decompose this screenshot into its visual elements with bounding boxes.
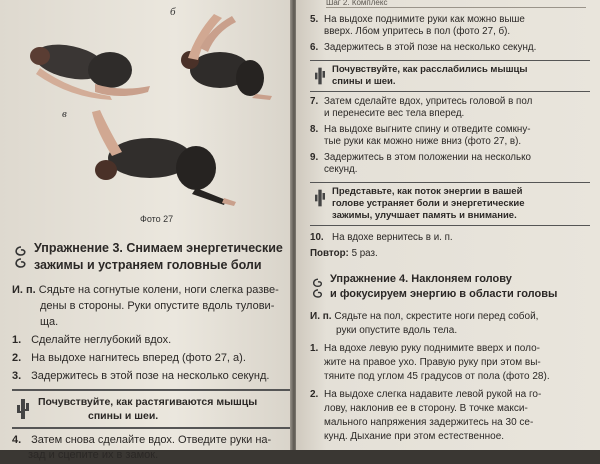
step-text: Сделайте неглубокий вдох.	[31, 334, 172, 346]
left-page	[0, 0, 292, 461]
step-5	[310, 14, 588, 38]
step-text: Затем сделайте вдох, упритесь головой в пол	[324, 96, 533, 107]
exercise-3-title-line1: Упражнение 3. Снимаем энергетические	[34, 241, 283, 255]
step-1	[12, 333, 171, 349]
step-number: 4.	[12, 434, 22, 446]
callout-relax	[310, 60, 590, 92]
step-text: На выдохе выгните спину и отведите сомкну-	[324, 124, 531, 135]
callout-line-2: спины и шеи.	[88, 410, 159, 422]
step-text-2: вверх. Лбом упритесь в пол (фото 27, б).	[324, 26, 511, 37]
ip-label: И. п.	[310, 311, 332, 322]
step-4-line-2: зад и сцепите их в замок.	[28, 449, 159, 461]
callout-text	[38, 395, 288, 423]
exercise-4-title-line2: и фокусируем энергию в области головы	[330, 288, 558, 300]
callout-text	[332, 186, 582, 222]
callout-line-1: Представьте, как поток энергии в вашей	[332, 186, 523, 197]
step-7	[310, 96, 588, 120]
step-number: 9.	[310, 152, 319, 163]
exercise-photos-illustration	[0, 0, 292, 212]
step-10	[310, 232, 588, 244]
photo-letter-c: в	[62, 108, 67, 120]
ip-label: И. п.	[12, 284, 36, 296]
photo-caption: Фото 27	[140, 214, 174, 224]
cactus-icon	[314, 188, 326, 208]
ip-text-1: Сядьте на согнутые колени, ноги слегка разве-	[38, 284, 279, 296]
callout-line-3: зажимы, улучшает память и внимание.	[332, 210, 517, 221]
callout-imagine	[310, 182, 590, 226]
callout-line-1: Почувствуйте, как растягиваются мышцы	[38, 396, 258, 408]
repeat-value: 5 раз.	[351, 248, 378, 259]
step-number: 1.	[12, 334, 22, 346]
step-text: На выдохе поднимите руки как можно выше	[324, 14, 525, 25]
ip-text-2: дены в стороны. Руки опустите вдоль тулови-	[40, 300, 275, 312]
ip-text-2: руки опустите вдоль тела.	[336, 325, 458, 336]
step-text-2: лову, наклонив ее в сторону. В точке макси-	[324, 403, 528, 414]
step-text: Задержитесь в этой позе на несколько секунд.	[324, 42, 537, 53]
step-text: Затем снова сделайте вдох. Отведите руки на-	[31, 434, 272, 446]
step-2	[12, 351, 246, 367]
step-number: 5.	[310, 14, 319, 25]
swirl-ornament-icon	[12, 244, 30, 272]
exercise-4-ip	[310, 310, 594, 338]
callout-feel	[12, 389, 292, 429]
step-9	[310, 152, 588, 176]
step-text: Задержитесь в этой позе на несколько секунд.	[31, 370, 270, 382]
callout-line-2: голове устраняет боли и энергетические	[332, 198, 525, 209]
step-text-2: и перенесите вес тела вперед.	[324, 108, 465, 119]
ip-text-1: Сядьте на пол, скрестите ноги перед собой,	[334, 311, 539, 322]
exercise-4-step-1	[310, 342, 594, 384]
right-page	[296, 0, 600, 450]
ip-line-1	[12, 283, 279, 299]
photo-letter-b: б	[170, 6, 176, 18]
step-number: 6.	[310, 42, 319, 53]
callout-text	[332, 64, 582, 88]
step-6	[310, 42, 588, 54]
repeat-label: Повтор:	[310, 248, 349, 259]
step-text-3: мального напряжения задержитесь на 30 се-	[324, 417, 534, 428]
exercise-4-step-2	[310, 388, 594, 444]
step-number: 7.	[310, 96, 319, 107]
step-number: 8.	[310, 124, 319, 135]
step-text: На вдохе вернитесь в и. п.	[332, 232, 453, 243]
swirl-ornament-icon	[310, 276, 326, 302]
step-number: 10.	[310, 232, 324, 243]
step-3	[12, 369, 269, 385]
step-text-3: тяните под углом 45 градусов от пола (фото 28).	[324, 371, 550, 382]
step-number: 2.	[310, 389, 319, 400]
step-number: 2.	[12, 352, 22, 364]
repeat-line	[310, 248, 588, 260]
step-text: На вдохе левую руку поднимите вверх и поло-	[324, 343, 540, 354]
step-text-2: жите на правое ухо. Правую руку при этом вы-	[324, 357, 541, 368]
step-text: Задержитесь в этом положении на несколько	[324, 152, 531, 163]
callout-line-2: спины и шеи.	[332, 76, 396, 87]
cactus-icon	[16, 397, 30, 421]
ip-text-3: ща.	[40, 316, 59, 328]
step-4	[12, 433, 271, 449]
exercise-3-title-line2: зажимы и устраняем головные боли	[34, 258, 262, 272]
photo-27	[0, 0, 292, 232]
step-text-2: тые руки как можно ниже вниз (фото 27, в).	[324, 136, 522, 147]
exercise-4-title-line1: Упражнение 4. Наклоняем голову	[330, 273, 512, 285]
running-head: Шаг 2. Комплекс	[326, 0, 586, 8]
step-8	[310, 124, 588, 148]
step-number: 3.	[12, 370, 22, 382]
step-text: На выдохе нагнитесь вперед (фото 27, а).	[31, 352, 246, 364]
callout-line-1: Почувствуйте, как расслабились мышцы	[332, 64, 528, 75]
step-text-4: кунд. Дыхание при этом естественное.	[324, 431, 505, 442]
cactus-icon	[314, 66, 326, 86]
step-number: 1.	[310, 343, 319, 354]
step-text: На выдохе слегка надавите левой рукой на го-	[324, 389, 542, 400]
step-text-2: секунд.	[324, 164, 358, 175]
